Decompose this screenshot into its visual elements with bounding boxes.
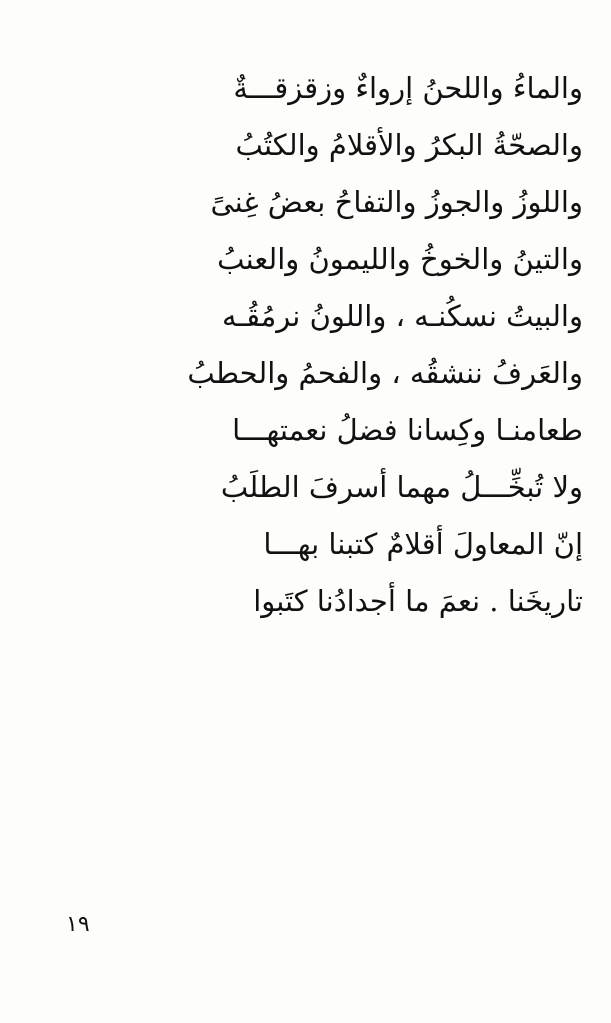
page-number: ١٩ — [66, 912, 90, 937]
verse-line-8: ولا تُبخِّـــلُ مهما أسرفَ الطلَبُ — [220, 470, 583, 504]
verse-line-3: واللوزُ والجوزُ والتفاحُ بعضُ غِنىً — [210, 185, 583, 219]
verse-line-2: والصحّةُ البكرُ والأقلامُ والكتُبُ — [235, 128, 583, 162]
verse-line-7: طعامنـا وكِسانا فضلُ نعمتهـــا — [232, 413, 583, 447]
verse-line-6: والعَرفُ ننشقُه ، والفحمُ والحطبُ — [187, 356, 583, 390]
verse-line-9: إنّ المعاولَ أقلامٌ كتبنا بهـــا — [263, 527, 583, 561]
verse-line-5: والبيتُ نسكُنـه ، واللونُ نرمُقُـه — [222, 299, 583, 333]
verse-line-4: والتينُ والخوخُ والليمونُ والعنبُ — [217, 242, 583, 276]
verse-line-10: تاريخَنا . نعمَ ما أجدادُنا كتَبوا — [253, 584, 583, 618]
verse-line-1: والماءُ واللحنُ إرواءٌ وزقزقـــةٌ — [233, 71, 583, 105]
